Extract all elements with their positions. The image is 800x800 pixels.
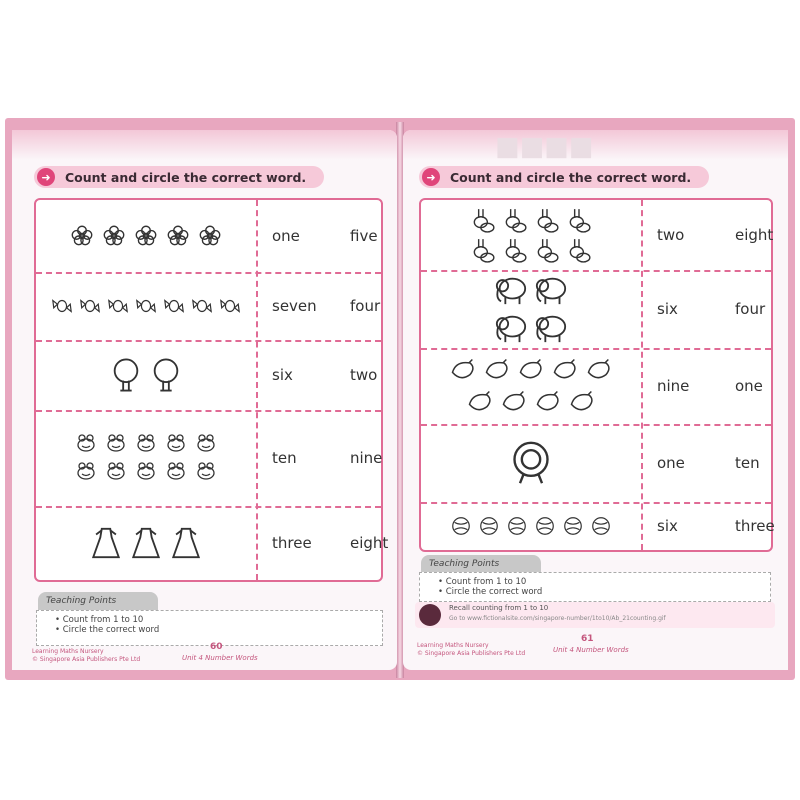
candy-icon — [135, 295, 157, 317]
page-number: 60 — [210, 642, 223, 652]
word-option-two[interactable]: two — [350, 366, 378, 384]
candy-icon — [79, 295, 101, 317]
unit-label: Unit 4 Number Words — [182, 654, 258, 662]
mango-icon — [568, 388, 596, 416]
instruction-banner — [34, 166, 324, 188]
picture-group — [36, 410, 256, 506]
word-option-one[interactable]: one — [272, 227, 300, 245]
tree-icon — [109, 358, 143, 392]
candy-icon — [191, 295, 213, 317]
rabbit-icon — [566, 237, 592, 263]
rabbit-icon — [534, 207, 560, 233]
word-option-five[interactable]: five — [350, 227, 378, 245]
teaching-point: • Count from 1 to 10 — [55, 615, 382, 625]
candy-icon — [107, 295, 129, 317]
word-option-four[interactable]: four — [350, 297, 381, 315]
rabbit-icon — [470, 207, 496, 233]
exercise-row — [36, 272, 381, 342]
mango-icon — [517, 356, 545, 384]
frog-icon — [104, 432, 128, 456]
frog-icon — [164, 460, 188, 484]
instruction-text: Count and circle the correct word. — [450, 169, 692, 185]
word-option-three[interactable]: three — [272, 534, 312, 552]
mango-icon — [551, 356, 579, 384]
left-page — [12, 130, 397, 670]
frog-icon — [74, 460, 98, 484]
exercise-row — [36, 410, 381, 508]
dress-icon — [169, 526, 203, 560]
flower-icon — [69, 223, 95, 249]
picture-group — [36, 506, 256, 580]
exercise-row — [421, 424, 771, 504]
picture-group — [421, 502, 641, 550]
teaching-point: • Circle the correct word — [438, 587, 770, 597]
word-option-six[interactable]: six — [657, 300, 678, 318]
ball-icon — [534, 515, 556, 537]
rabbit-icon — [566, 207, 592, 233]
mango-icon — [449, 356, 477, 384]
tree-icon — [149, 358, 183, 392]
ball-icon — [562, 515, 584, 537]
candy-icon — [51, 295, 73, 317]
elephant-icon — [494, 273, 528, 307]
word-option-two[interactable]: two — [657, 226, 685, 244]
flower-icon — [165, 223, 191, 249]
word-option-eight[interactable]: eight — [735, 226, 774, 244]
rabbit-icon — [502, 237, 528, 263]
ghost-print: ■■■■ — [495, 132, 594, 162]
ball-icon — [450, 515, 472, 537]
page-top-band — [403, 130, 788, 160]
picture-group — [36, 200, 256, 272]
exercise-grid — [419, 198, 773, 552]
rabbit-icon — [534, 237, 560, 263]
frog-icon — [164, 432, 188, 456]
mango-icon — [534, 388, 562, 416]
recall-title: Recall counting from 1 to 10 — [449, 604, 549, 612]
mango-icon — [585, 356, 613, 384]
instruction-banner — [419, 166, 709, 188]
right-page — [403, 130, 788, 670]
word-option-one[interactable]: one — [735, 377, 763, 395]
page-top-band — [12, 130, 397, 160]
frog-icon — [134, 460, 158, 484]
candy-icon — [219, 295, 241, 317]
arrow-icon: ➜ — [37, 168, 55, 186]
word-option-three[interactable]: three — [735, 517, 775, 535]
word-option-nine[interactable]: nine — [657, 377, 690, 395]
instruction-text: Count and circle the correct word. — [65, 169, 307, 185]
word-option-ten[interactable]: ten — [272, 449, 297, 467]
candy-icon — [163, 295, 185, 317]
arrow-icon: ➜ — [422, 168, 440, 186]
lion-icon — [509, 441, 553, 485]
picture-group — [421, 270, 641, 348]
mango-icon — [483, 356, 511, 384]
publisher-line: © Singapore Asia Publishers Pte Ltd — [32, 656, 141, 663]
ball-icon — [590, 515, 612, 537]
word-option-six[interactable]: six — [272, 366, 293, 384]
page-number: 61 — [581, 634, 594, 644]
teaching-points-tab: Teaching Points — [421, 555, 541, 573]
exercise-row — [36, 506, 389, 580]
publisher-line: Learning Maths Nursery — [417, 642, 489, 649]
picture-group — [36, 340, 256, 410]
dress-icon — [89, 526, 123, 560]
frog-icon — [194, 460, 218, 484]
frog-icon — [104, 460, 128, 484]
exercise-row — [36, 340, 381, 412]
teaching-point: • Count from 1 to 10 — [438, 577, 770, 587]
picture-group — [421, 348, 641, 424]
picture-group — [421, 200, 641, 270]
word-option-eight[interactable]: eight — [350, 534, 389, 552]
word-option-one[interactable]: one — [657, 454, 685, 472]
rabbit-icon — [470, 237, 496, 263]
publisher-line: © Singapore Asia Publishers Pte Ltd — [417, 650, 526, 657]
frog-icon — [134, 432, 158, 456]
ball-icon — [478, 515, 500, 537]
teaching-points-box — [419, 572, 771, 602]
word-option-six[interactable]: six — [657, 517, 678, 535]
exercise-row — [36, 200, 381, 274]
teaching-points-box — [36, 610, 383, 646]
word-option-seven[interactable]: seven — [272, 297, 317, 315]
flower-icon — [133, 223, 159, 249]
exercise-row — [421, 270, 771, 350]
exercise-row — [421, 502, 775, 550]
picture-group — [36, 272, 256, 340]
exercise-row — [421, 200, 774, 272]
unit-label: Unit 4 Number Words — [553, 646, 629, 654]
elephant-icon — [534, 311, 568, 345]
frog-icon — [74, 432, 98, 456]
publisher-line: Learning Maths Nursery — [32, 648, 104, 655]
exercise-row — [421, 348, 771, 426]
dress-icon — [129, 526, 163, 560]
rabbit-icon — [502, 207, 528, 233]
teaching-point: • Circle the correct word — [55, 625, 382, 635]
frog-icon — [194, 432, 218, 456]
elephant-icon — [534, 273, 568, 307]
recall-link[interactable]: Go to www.fictionalsite.com/singapore-number/1to10/Ab_21counting.gif — [449, 615, 666, 622]
picture-group — [421, 424, 641, 502]
flower-icon — [101, 223, 127, 249]
exercise-grid — [34, 198, 389, 582]
ball-icon — [506, 515, 528, 537]
word-option-ten[interactable]: ten — [735, 454, 760, 472]
word-option-nine[interactable]: nine — [350, 449, 383, 467]
teaching-points-tab: Teaching Points — [38, 592, 158, 610]
flower-icon — [197, 223, 223, 249]
mango-icon — [500, 388, 528, 416]
mango-icon — [466, 388, 494, 416]
word-option-four[interactable]: four — [735, 300, 766, 318]
elephant-icon — [494, 311, 528, 345]
recall-box — [415, 602, 775, 628]
video-badge-icon — [419, 604, 441, 626]
